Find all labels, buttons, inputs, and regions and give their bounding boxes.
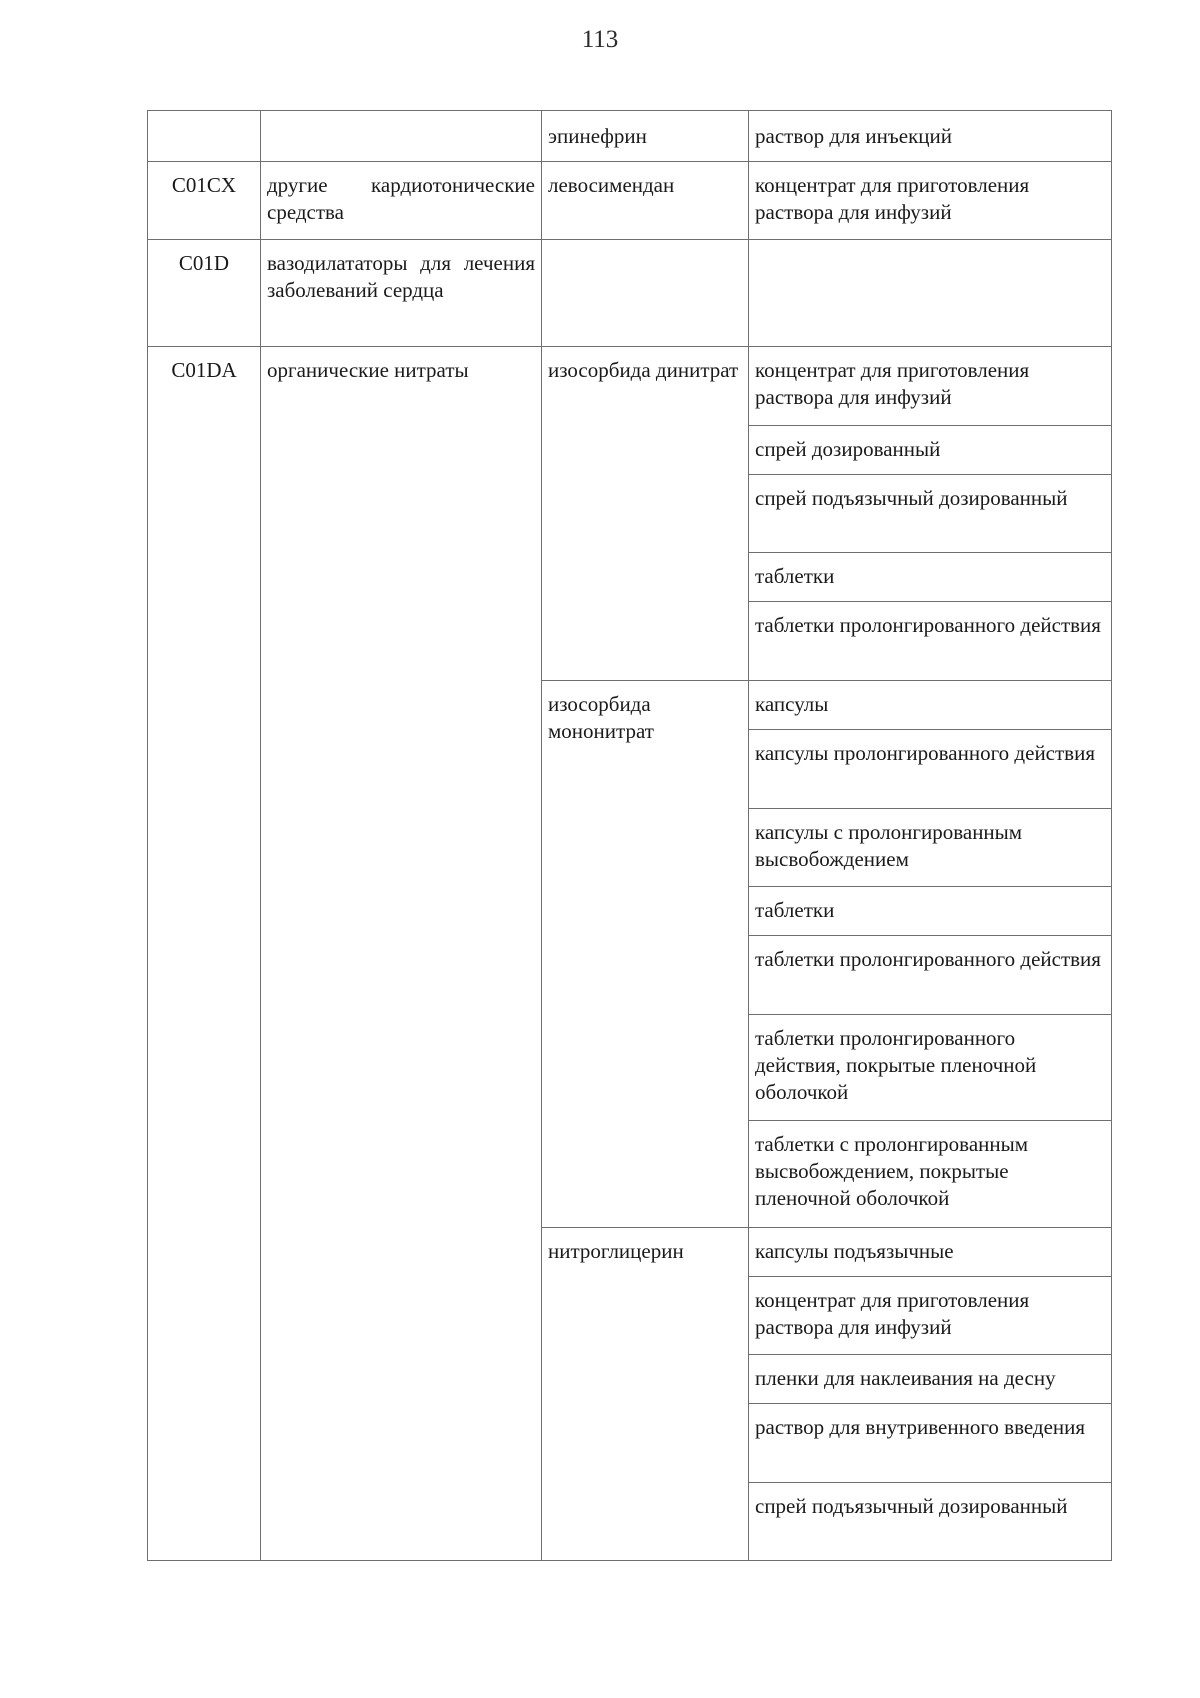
dosage-form-cell: таблетки пролонгированного действия, покрытые пленочной оболочкой [749,1015,1112,1121]
dosage-form-cell: таблетки [749,553,1112,602]
dosage-form-cell: спрей подъязычный дозированный [749,475,1112,553]
table-row [148,162,1112,240]
dosage-form-cell: таблетки с пролонгированным высвобождением, покрытые пленочной оболочкой [749,1121,1112,1228]
drug-name-cell: эпинефрин [542,111,749,162]
drug-table [147,110,1112,1561]
drug-name-cell: левосимендан [542,162,749,240]
dosage-form-cell: капсулы подъязычные [749,1228,1112,1277]
table-row [148,240,1112,347]
dosage-form-cell: концентрат для приготовления раствора для инфузий [749,347,1112,426]
atc-code-cell: C01D [148,240,261,347]
dosage-form-cell [749,240,1112,347]
page-number: 113 [581,26,619,53]
dosage-form-cell: таблетки пролонгированного действия [749,936,1112,1015]
atc-code-cell: C01DA [148,347,261,1561]
dosage-form-cell: спрей подъязычный дозированный [749,1483,1112,1561]
group-name-cell: другие кардиотонические средства [261,162,542,240]
dosage-form-cell: раствор для инъекций [749,111,1112,162]
dosage-form-cell: раствор для внутривенного введения [749,1404,1112,1483]
dosage-form-cell: капсулы [749,681,1112,730]
dosage-form-cell: таблетки пролонгированного действия [749,602,1112,681]
drug-name-cell: изосорбида мононитрат [542,681,749,1228]
drug-name-cell: нитроглицерин [542,1228,749,1561]
dosage-form-cell: спрей дозированный [749,426,1112,475]
dosage-form-cell: концентрат для приготовления раствора для инфузий [749,162,1112,240]
dosage-form-cell: концентрат для приготовления раствора для инфузий [749,1277,1112,1355]
drug-name-cell [542,240,749,347]
table-row [148,347,1112,426]
group-name-cell [261,111,542,162]
atc-code-cell [148,111,261,162]
table-row [148,111,1112,162]
dosage-form-cell: капсулы с пролонгированным высвобождением [749,809,1112,887]
dosage-form-cell: капсулы пролонгированного действия [749,730,1112,809]
drug-name-cell: изосорбида динитрат [542,347,749,681]
group-name-cell: вазодилататоры для лечения заболеваний сердца [261,240,542,347]
dosage-form-cell: таблетки [749,887,1112,936]
dosage-form-cell: пленки для наклеивания на десну [749,1355,1112,1404]
atc-code-cell: C01CX [148,162,261,240]
group-name-cell: органические нитраты [261,347,542,1561]
